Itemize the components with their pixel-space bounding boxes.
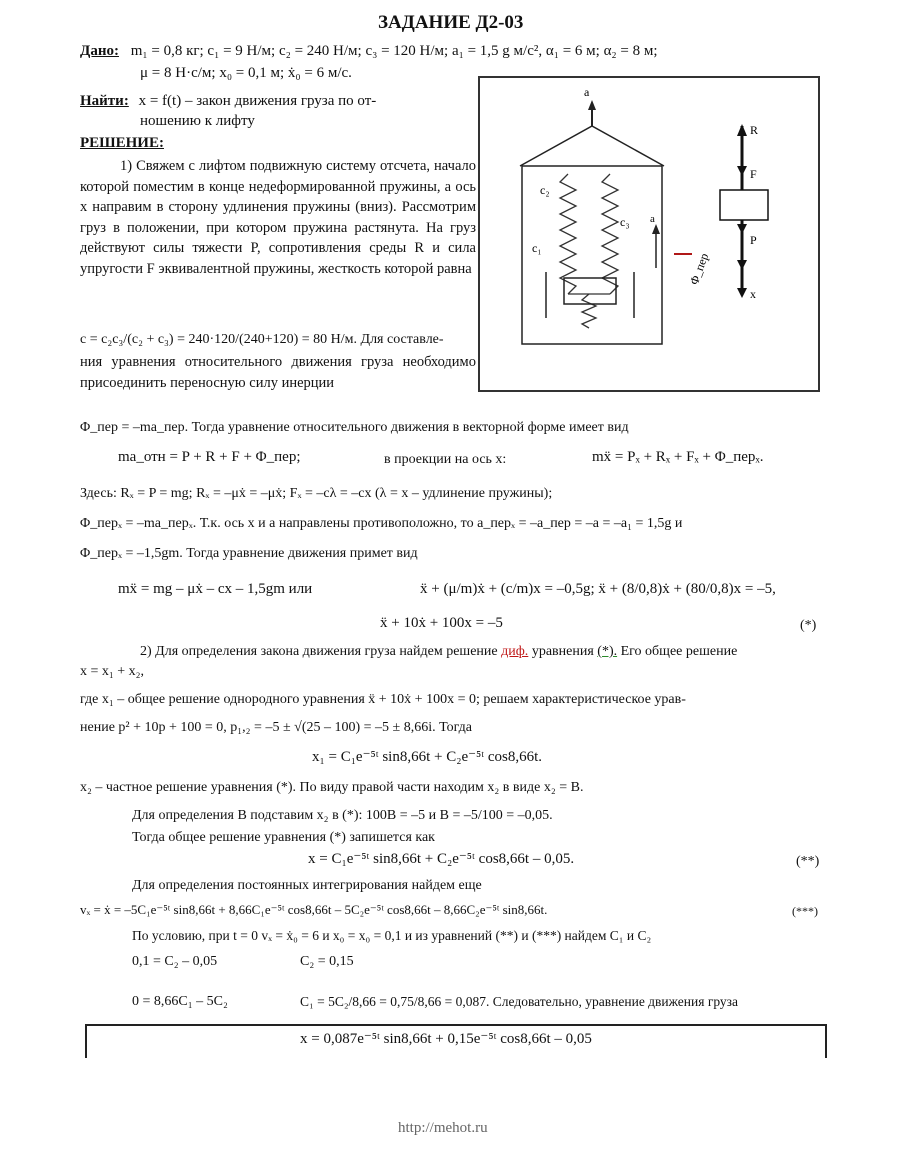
characteristic-line: нение p² + 10p + 100 = 0, p₁,₂ = –5 ± √(25 – 100) = –5 ± 8,66i. Тогда <box>80 720 472 735</box>
mechanism-figure <box>478 76 820 392</box>
c2-equation: 0,1 = C₂ – 0,05 <box>132 954 218 969</box>
given-text-2: μ = 8 Н·с/м; x₀ = 0,1 м; ẋ₀ = 6 м/с. <box>140 65 352 81</box>
label-a-arrow: a <box>650 213 655 225</box>
projection-label: в проекции на ось x: <box>384 452 507 467</box>
find-text-2: ношению к лифту <box>140 113 255 129</box>
para3-word-dif: диф. <box>501 644 529 659</box>
label-R: R <box>750 123 759 137</box>
derivative-equation: vₓ = ẋ = –5C₁e⁻⁵ᵗ sin8,66t + 8,66C₁e⁻⁵ᵗ cos8,66t – 5C₂e⁻⁵ᵗ cos8,66t – 8,66C₂e⁻⁵ᵗ sin8,66t. <box>80 902 548 917</box>
motion-eq-right: ẍ + (μ/m)ẋ + (c/m)x = –0,5g; ẍ + (8/0,8)ẋ + (80/0,8)x = –5, <box>420 581 776 597</box>
c1-equation: 0 = 8,66C₁ – 5C₂ <box>132 994 228 1009</box>
phi-line-2: Φ_перₓ = –1,5gm. Тогда уравнение движения примет вид <box>80 546 418 561</box>
x1-solution: x₁ = C₁e⁻⁵ᵗ sin8,66t + C₂e⁻⁵ᵗ cos8,66t. <box>312 749 543 765</box>
label-phi: Φ_пер <box>686 251 712 287</box>
find-text-1: x = f(t) – закон движения груза по от- <box>138 93 377 109</box>
solution-label: РЕШЕНИЕ: <box>80 135 164 151</box>
general-solution: x = C₁e⁻⁵ᵗ sin8,66t + C₂e⁻⁵ᵗ cos8,66t – 0,05. <box>308 851 575 867</box>
given-text-1: m₁ = 0,8 кг; c₁ = 9 Н/м; c₂ = 240 Н/м; c₃ = 120 Н/м; a₁ = 1,5 g м/с², α₁ = 6 м; α₂ = 8 м; <box>130 43 658 59</box>
spring-stiffness-formula: c = c₂c₃/(c₂ + c₃) = 240·120/(240+120) = 80 Н/м. Для составле- <box>80 332 444 347</box>
c1-value: C₁ = 5C₂/8,66 = 0,75/8,66 = 0,087. Следовательно, уравнение движения груза <box>300 994 739 1009</box>
general-solution-tag: (**) <box>796 854 820 869</box>
label-P: P <box>750 233 757 247</box>
figure-drawing <box>480 78 818 390</box>
find-label: Найти: <box>80 93 129 109</box>
label-F: F <box>750 167 757 181</box>
homogeneous-line: где x₁ – общее решение однородного уравнения ẍ + 10ẋ + 100x = 0; решаем характеристическое урав- <box>80 692 686 707</box>
given-label: Дано: <box>80 43 119 59</box>
derivative-tag: (***) <box>792 904 818 918</box>
main-equation: ẍ + 10ẋ + 100x = –5 <box>380 615 503 631</box>
page-title: ЗАДАНИЕ Д2-03 <box>378 12 524 33</box>
motion-eq-left: mẍ = mg – μẋ – cx – 1,5gm или <box>118 581 313 597</box>
main-equation-tag: (*) <box>800 618 817 633</box>
initial-conditions-line: По условию, при t = 0 vₓ = ẋ₀ = 6 и x₀ = x₀ = 0,1 и из уравнений (**) и (***) найдем C₁ и C₂ <box>132 928 652 943</box>
given-line-1 <box>80 42 658 61</box>
para3-text-a: 2) Для определения закона движения груза найдем решение <box>140 644 502 659</box>
para3-line <box>140 642 737 661</box>
c2-value: C₂ = 0,15 <box>300 954 354 969</box>
solution-para-1: 1) Свяжем с лифтом подвижную систему отсчета, начало которой поместим в конце недеформированной пружины, а ось x направим в сторону удлинения пружины (вниз). Рассмотрим груз в положении, при котором пружина растянута. На груз действуют силы тяжести P, сопротивления среды R и сила упругости F эквивалентной пружины, жесткость которой равна <box>80 158 476 277</box>
projection-equation: mẍ = Pₓ + Rₓ + Fₓ + Φ_перₓ. <box>592 449 764 465</box>
find-line-1 <box>80 92 376 111</box>
label-c3: c₃ <box>620 215 630 229</box>
general-solution-form: x = x₁ + x₂, <box>80 664 145 679</box>
label-x: x <box>750 287 756 301</box>
label-c2: c₂ <box>540 183 550 197</box>
x2-line: x₂ – частное решение уравнения (*). По виду правой части находим x₂ в виде x₂ = B. <box>80 780 584 795</box>
b-line: Для определения B подставим x₂ в (*): 100B = –5 и B = –5/100 = –0,05. <box>132 808 553 823</box>
para3-ref: (*). <box>597 644 618 659</box>
para3-text-b: уравнения <box>528 644 598 659</box>
general-line: Тогда общее решение уравнения (*) запишется как <box>132 830 435 845</box>
derivative-line: Для определения постоянных интегрирования найдем еще <box>132 878 482 893</box>
label-a-top: a <box>584 85 590 99</box>
inertia-line: Φ_пер = –ma_пер. Тогда уравнение относительного движения в векторной форме имеет вид <box>80 420 629 435</box>
final-answer: x = 0,087e⁻⁵ᵗ sin8,66t + 0,15e⁻⁵ᵗ cos8,66t – 0,05 <box>300 1031 592 1047</box>
label-c1: c₁ <box>532 241 542 255</box>
solution-para-2: ния уравнения относительного движения груза необходимо присоединить переносную силу инерции <box>80 354 476 391</box>
footer-url: http://mehot.ru <box>398 1120 488 1136</box>
where-line: Здесь: Rₓ = P = mg; Rₓ = –μẋ = –μẋ; Fₓ = –cλ = –cx (λ = x – удлинение пружины); <box>80 486 553 501</box>
phi-line: Φ_перₓ = –ma_перₓ. Т.к. ось x и a направлены противоположно, то a_перₓ = –a_пер = –a = –a₁ = 1,5g и <box>80 516 683 531</box>
vector-equation: ma_отн = P + R + F + Φ_пер; <box>118 449 301 465</box>
para3-text-c: Его общее решение <box>617 644 738 659</box>
